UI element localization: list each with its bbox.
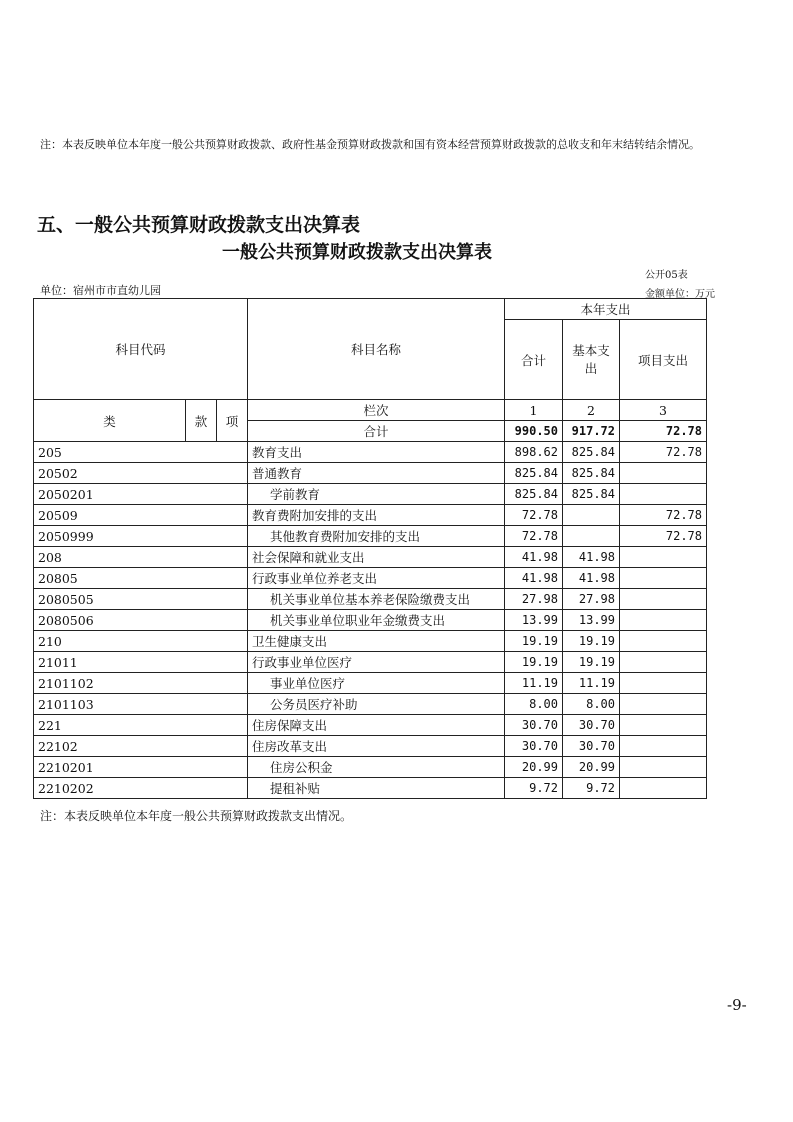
row-basic: 41.98 — [563, 547, 620, 568]
row-project — [620, 673, 707, 694]
header-code: 科目代码 — [34, 299, 248, 400]
col-index-3: 3 — [620, 400, 707, 421]
row-code: 205 — [34, 442, 248, 463]
row-basic: 30.70 — [563, 736, 620, 757]
row-code: 210 — [34, 631, 248, 652]
row-code: 221 — [34, 715, 248, 736]
header-basic: 基本支出 — [563, 320, 620, 400]
unit-label: 单位：宿州市市直幼儿园 — [40, 284, 161, 297]
header-project: 项目支出 — [620, 320, 707, 400]
row-basic: 27.98 — [563, 589, 620, 610]
row-name: 社会保障和就业支出 — [248, 547, 505, 568]
row-name: 卫生健康支出 — [248, 631, 505, 652]
row-name: 学前教育 — [248, 484, 505, 505]
row-code: 2101102 — [34, 673, 248, 694]
row-name: 行政事业单位医疗 — [248, 652, 505, 673]
table-row — [34, 547, 707, 568]
table-row — [34, 757, 707, 778]
row-project — [620, 757, 707, 778]
row-project — [620, 610, 707, 631]
row-total: 41.98 — [505, 568, 563, 589]
row-project — [620, 463, 707, 484]
row-name: 行政事业单位养老支出 — [248, 568, 505, 589]
header-current-year: 本年支出 — [505, 299, 707, 320]
row-name: 事业单位医疗 — [248, 673, 505, 694]
header-name: 科目名称 — [248, 299, 505, 400]
row-total: 9.72 — [505, 778, 563, 799]
row-code: 2210202 — [34, 778, 248, 799]
row-project — [620, 484, 707, 505]
total-row-project: 72.78 — [620, 421, 707, 442]
table-row — [34, 652, 707, 673]
col-index-1: 1 — [505, 400, 563, 421]
row-code: 2080505 — [34, 589, 248, 610]
row-total: 30.70 — [505, 736, 563, 757]
row-project — [620, 547, 707, 568]
row-code: 2080506 — [34, 610, 248, 631]
table-row — [34, 505, 707, 526]
row-project — [620, 694, 707, 715]
row-code: 20502 — [34, 463, 248, 484]
expenditure-table — [33, 298, 707, 799]
row-basic: 9.72 — [563, 778, 620, 799]
row-project — [620, 778, 707, 799]
row-basic: 19.19 — [563, 631, 620, 652]
row-basic — [563, 505, 620, 526]
row-basic: 30.70 — [563, 715, 620, 736]
row-total: 825.84 — [505, 463, 563, 484]
top-note: 注：本表反映单位本年度一般公共预算财政拨款、政府性基金预算财政拨款和国有资本经营预算财政拨款的总收支和年末结转结余情况。 — [40, 138, 700, 151]
row-name: 机关事业单位职业年金缴费支出 — [248, 610, 505, 631]
table-row — [34, 631, 707, 652]
row-name: 住房保障支出 — [248, 715, 505, 736]
header-total: 合计 — [505, 320, 563, 400]
row-project — [620, 715, 707, 736]
row-total: 898.62 — [505, 442, 563, 463]
row-basic: 13.99 — [563, 610, 620, 631]
row-project: 72.78 — [620, 442, 707, 463]
row-total: 20.99 — [505, 757, 563, 778]
table-row — [34, 778, 707, 799]
form-code: 公开05表 — [645, 270, 688, 281]
total-row-basic: 917.72 — [563, 421, 620, 442]
row-code: 2210201 — [34, 757, 248, 778]
table-row — [34, 463, 707, 484]
row-total: 27.98 — [505, 589, 563, 610]
row-basic: 8.00 — [563, 694, 620, 715]
header-xiang: 项 — [217, 400, 248, 442]
row-total: 41.98 — [505, 547, 563, 568]
header-lei: 类 — [34, 400, 186, 442]
row-name: 提租补贴 — [248, 778, 505, 799]
table-title: 一般公共预算财政拨款支出决算表 — [222, 242, 492, 263]
total-row-total: 990.50 — [505, 421, 563, 442]
row-name: 住房公积金 — [248, 757, 505, 778]
row-basic: 825.84 — [563, 442, 620, 463]
row-total: 11.19 — [505, 673, 563, 694]
table-row — [34, 715, 707, 736]
row-code: 2050999 — [34, 526, 248, 547]
row-basic — [563, 526, 620, 547]
row-code: 20509 — [34, 505, 248, 526]
row-basic: 41.98 — [563, 568, 620, 589]
amount-unit-label: 金额单位：万元 — [645, 289, 715, 300]
page-number: -9- — [727, 996, 747, 1014]
header-lanci: 栏次 — [248, 400, 505, 421]
table-row — [34, 610, 707, 631]
table-row — [34, 526, 707, 547]
row-code: 208 — [34, 547, 248, 568]
row-project — [620, 568, 707, 589]
row-basic: 19.19 — [563, 652, 620, 673]
row-name: 普通教育 — [248, 463, 505, 484]
row-project — [620, 652, 707, 673]
row-total: 13.99 — [505, 610, 563, 631]
row-total: 19.19 — [505, 631, 563, 652]
header-kuan: 款 — [186, 400, 217, 442]
row-total: 72.78 — [505, 505, 563, 526]
row-name: 公务员医疗补助 — [248, 694, 505, 715]
row-name: 教育支出 — [248, 442, 505, 463]
row-basic: 11.19 — [563, 673, 620, 694]
row-total: 8.00 — [505, 694, 563, 715]
row-project: 72.78 — [620, 526, 707, 547]
row-name: 教育费附加安排的支出 — [248, 505, 505, 526]
row-total: 19.19 — [505, 652, 563, 673]
row-code: 21011 — [34, 652, 248, 673]
col-index-2: 2 — [563, 400, 620, 421]
row-project — [620, 589, 707, 610]
row-name: 机关事业单位基本养老保险缴费支出 — [248, 589, 505, 610]
row-project: 72.78 — [620, 505, 707, 526]
total-row-label: 合计 — [248, 421, 505, 442]
row-basic: 825.84 — [563, 463, 620, 484]
row-project — [620, 736, 707, 757]
table-row — [34, 442, 707, 463]
row-total: 72.78 — [505, 526, 563, 547]
row-project — [620, 631, 707, 652]
bottom-note: 注：本表反映单位本年度一般公共预算财政拨款支出情况。 — [40, 809, 353, 823]
table-row — [34, 694, 707, 715]
row-code: 2050201 — [34, 484, 248, 505]
table-row — [34, 589, 707, 610]
table-row — [34, 484, 707, 505]
table-row — [34, 568, 707, 589]
table-row — [34, 673, 707, 694]
row-code: 2101103 — [34, 694, 248, 715]
section-title: 五、一般公共预算财政拨款支出决算表 — [37, 214, 361, 236]
row-total: 825.84 — [505, 484, 563, 505]
table-row — [34, 736, 707, 757]
row-name: 住房改革支出 — [248, 736, 505, 757]
row-basic: 20.99 — [563, 757, 620, 778]
row-code: 22102 — [34, 736, 248, 757]
row-basic: 825.84 — [563, 484, 620, 505]
row-name: 其他教育费附加安排的支出 — [248, 526, 505, 547]
row-total: 30.70 — [505, 715, 563, 736]
row-code: 20805 — [34, 568, 248, 589]
